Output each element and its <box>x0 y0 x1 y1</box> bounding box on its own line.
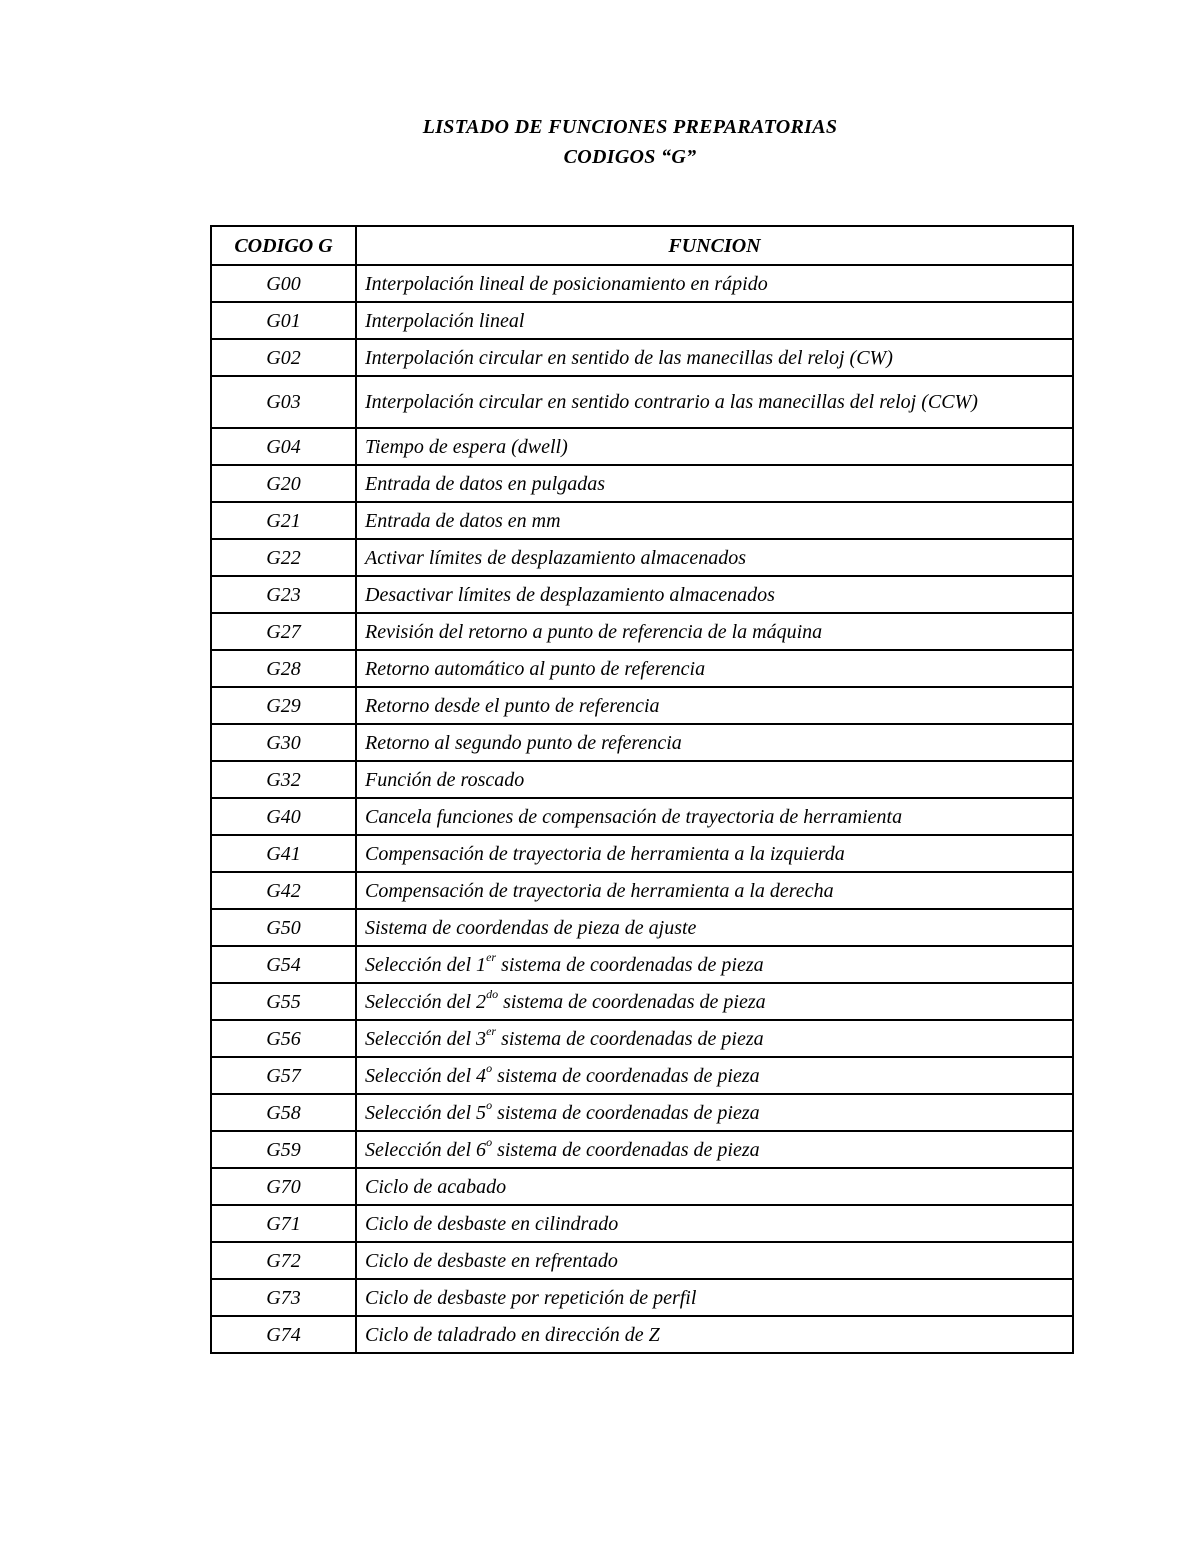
code-cell: G41 <box>211 835 356 872</box>
function-text: sistema de coordenadas de pieza <box>496 1027 764 1050</box>
code-cell: G30 <box>211 724 356 761</box>
function-cell: Revisión del retorno a punto de referencia de la máquina <box>356 613 1073 650</box>
table-row <box>211 724 1073 761</box>
table-row <box>211 1205 1073 1242</box>
function-cell: Interpolación circular en sentido contrario a las manecillas del reloj (CCW) <box>356 376 1073 428</box>
table-row <box>211 1020 1073 1057</box>
column-header-code: CODIGO G <box>211 226 356 265</box>
function-text: sistema de coordenadas de pieza <box>492 1064 760 1087</box>
table-row <box>211 1131 1073 1168</box>
ordinal-suffix: do <box>486 986 499 1001</box>
code-cell: G40 <box>211 798 356 835</box>
function-text: Selección del 6 <box>365 1138 487 1161</box>
function-cell <box>356 1131 1073 1168</box>
table-row <box>211 376 1073 428</box>
function-text: sistema de coordenadas de pieza <box>492 1101 760 1124</box>
code-cell: G70 <box>211 1168 356 1205</box>
ordinal-suffix: er <box>486 949 497 964</box>
document-heading <box>0 112 1200 172</box>
table-row <box>211 1094 1073 1131</box>
ordinal-suffix: o <box>486 1097 493 1112</box>
document-title: LISTADO DE FUNCIONES PREPARATORIAS <box>422 116 838 138</box>
function-text: Selección del 4 <box>365 1064 487 1087</box>
code-cell: G27 <box>211 613 356 650</box>
function-cell: Interpolación lineal <box>356 302 1073 339</box>
code-cell: G00 <box>211 265 356 302</box>
table-row <box>211 909 1073 946</box>
function-cell: Entrada de datos en pulgadas <box>356 465 1073 502</box>
function-cell: Retorno desde el punto de referencia <box>356 687 1073 724</box>
code-cell: G02 <box>211 339 356 376</box>
function-text: Selección del 1 <box>365 953 487 976</box>
function-cell: Activar límites de desplazamiento almacenados <box>356 539 1073 576</box>
table-row <box>211 465 1073 502</box>
table-row <box>211 1316 1073 1353</box>
function-cell: Ciclo de desbaste por repetición de perfil <box>356 1279 1073 1316</box>
code-cell: G74 <box>211 1316 356 1353</box>
function-cell: Ciclo de desbaste en refrentado <box>356 1242 1073 1279</box>
code-cell: G71 <box>211 1205 356 1242</box>
code-cell: G57 <box>211 1057 356 1094</box>
function-cell: Retorno al segundo punto de referencia <box>356 724 1073 761</box>
table-row <box>211 613 1073 650</box>
table-row <box>211 687 1073 724</box>
function-text: Selección del 3 <box>365 1027 487 1050</box>
function-text: sistema de coordenadas de pieza <box>492 1138 760 1161</box>
code-cell: G22 <box>211 539 356 576</box>
table-row <box>211 265 1073 302</box>
function-cell: Cancela funciones de compensación de trayectoria de herramienta <box>356 798 1073 835</box>
function-cell <box>356 983 1073 1020</box>
table-header-row <box>211 226 1073 265</box>
function-cell: Compensación de trayectoria de herramienta a la izquierda <box>356 835 1073 872</box>
table-row <box>211 1057 1073 1094</box>
function-cell <box>356 1020 1073 1057</box>
function-cell: Ciclo de taladrado en dirección de Z <box>356 1316 1073 1353</box>
function-text: Selección del 5 <box>365 1101 487 1124</box>
function-cell: Retorno automático al punto de referencia <box>356 650 1073 687</box>
function-cell: Interpolación lineal de posicionamiento en rápido <box>356 265 1073 302</box>
code-cell: G42 <box>211 872 356 909</box>
function-cell: Tiempo de espera (dwell) <box>356 428 1073 465</box>
table-row <box>211 761 1073 798</box>
code-cell: G23 <box>211 576 356 613</box>
code-cell: G72 <box>211 1242 356 1279</box>
table-row <box>211 339 1073 376</box>
table-row <box>211 835 1073 872</box>
code-cell: G21 <box>211 502 356 539</box>
g-codes-table <box>210 225 1074 1354</box>
function-cell: Sistema de coordendas de pieza de ajuste <box>356 909 1073 946</box>
table-row <box>211 650 1073 687</box>
function-cell: Ciclo de acabado <box>356 1168 1073 1205</box>
table-row <box>211 1168 1073 1205</box>
function-cell <box>356 1094 1073 1131</box>
ordinal-suffix: o <box>486 1134 493 1149</box>
function-cell: Interpolación circular en sentido de las manecillas del reloj (CW) <box>356 339 1073 376</box>
ordinal-suffix: o <box>486 1060 493 1075</box>
code-cell: G59 <box>211 1131 356 1168</box>
code-cell: G54 <box>211 946 356 983</box>
code-cell: G32 <box>211 761 356 798</box>
code-cell: G50 <box>211 909 356 946</box>
code-cell: G29 <box>211 687 356 724</box>
function-text: sistema de coordenadas de pieza <box>496 953 764 976</box>
table-row <box>211 798 1073 835</box>
table-row <box>211 302 1073 339</box>
table-row <box>211 539 1073 576</box>
function-cell <box>356 1057 1073 1094</box>
code-cell: G03 <box>211 376 356 428</box>
function-text: Selección del 2 <box>365 990 487 1013</box>
code-cell: G01 <box>211 302 356 339</box>
document-subtitle: CODIGOS “G” <box>563 146 697 168</box>
code-cell: G04 <box>211 428 356 465</box>
function-cell: Desactivar límites de desplazamiento almacenados <box>356 576 1073 613</box>
table-row <box>211 1279 1073 1316</box>
code-cell: G55 <box>211 983 356 1020</box>
function-cell <box>356 946 1073 983</box>
code-cell: G20 <box>211 465 356 502</box>
table-row <box>211 1242 1073 1279</box>
function-cell: Ciclo de desbaste en cilindrado <box>356 1205 1073 1242</box>
code-cell: G73 <box>211 1279 356 1316</box>
table-row <box>211 576 1073 613</box>
code-cell: G28 <box>211 650 356 687</box>
table-row <box>211 872 1073 909</box>
code-cell: G56 <box>211 1020 356 1057</box>
function-text: sistema de coordenadas de pieza <box>498 990 766 1013</box>
table-row <box>211 946 1073 983</box>
ordinal-suffix: er <box>486 1023 497 1038</box>
column-header-function: FUNCION <box>356 226 1073 265</box>
function-cell: Compensación de trayectoria de herramienta a la derecha <box>356 872 1073 909</box>
function-cell: Entrada de datos en mm <box>356 502 1073 539</box>
function-cell: Función de roscado <box>356 761 1073 798</box>
code-cell: G58 <box>211 1094 356 1131</box>
table-row <box>211 983 1073 1020</box>
table-row <box>211 428 1073 465</box>
table-row <box>211 502 1073 539</box>
